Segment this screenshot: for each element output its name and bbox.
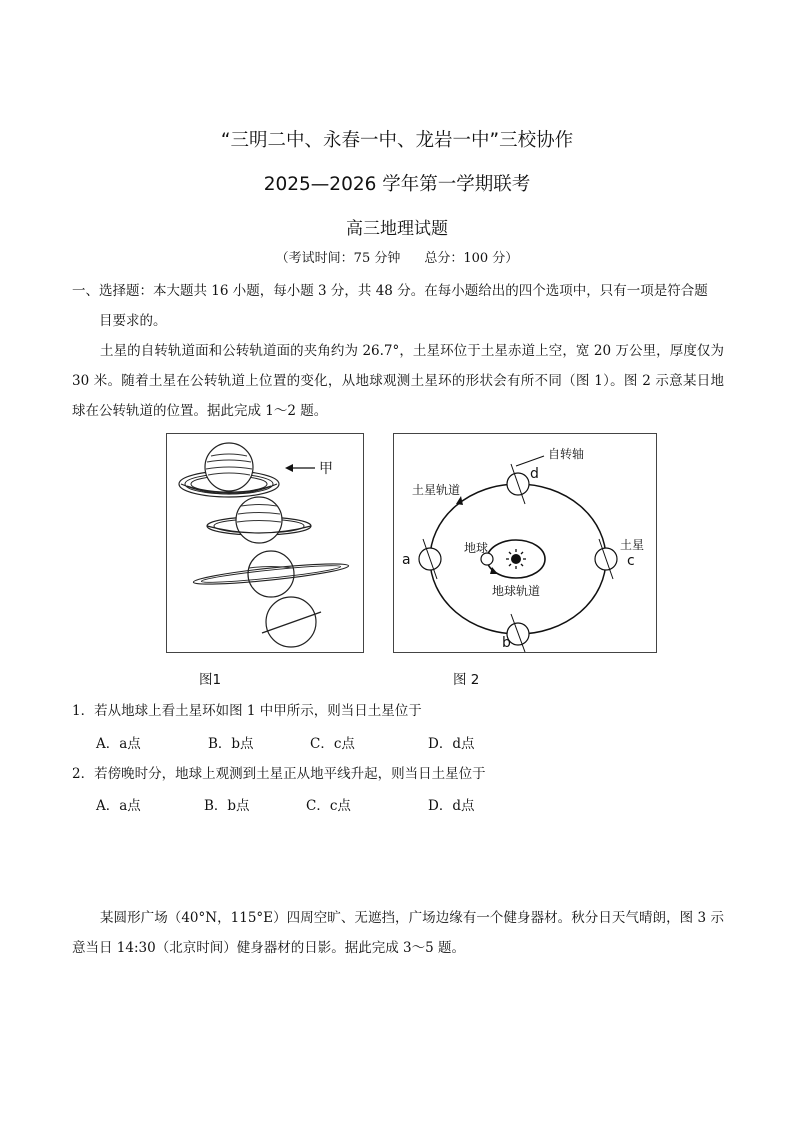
question-1-option-b[interactable]: B．b点 [208, 736, 254, 752]
figure-1-caption: 图1 [199, 672, 222, 688]
saturn-view-3 [193, 551, 349, 597]
question-2-option-d[interactable]: D．d点 [428, 798, 475, 814]
label-a: a [402, 552, 411, 568]
label-saturn: 土星 [620, 538, 645, 552]
saturn-position-a [419, 539, 441, 579]
label-earth: 地球 [464, 541, 489, 555]
question-2-option-b[interactable]: B．b点 [204, 798, 250, 814]
saturn-view-2 [207, 497, 311, 543]
sun-icon [506, 549, 526, 569]
label-d: d [530, 466, 539, 482]
question-stem-3-5: 某圆形广场（40°N，115°E）四周空旷、无遮挡，广场边缘有一个健身器材。秋分日天气晴朗，图 3 示意当日 14:30（北京时间）健身器材的日影。据此完成 3～5 题。 [72, 910, 724, 956]
section-heading-line1: 一、选择题：本大题共 16 小题，每小题 3 分，共 48 分。在每小题给出的四个选项中，只有一项是符合题 [72, 283, 708, 299]
exam-time: （考试时间：75 分钟 [275, 251, 401, 266]
figure-1-drawing [167, 434, 363, 652]
label-c: c [627, 553, 635, 569]
label-jia: 甲 [319, 461, 333, 477]
exam-total-score: 总分：100 分） [424, 251, 519, 266]
figure-2-drawing [394, 434, 656, 652]
question-1-option-a[interactable]: A．a点 [96, 736, 141, 752]
saturn-view-4 [262, 597, 321, 647]
question-stem-1-2: 土星的自转轨道面和公转轨道面的夹角约为 26.7°，土星环位于土星赤道上空，宽 20 万公里，厚度仅为 30 米。随着土星在公转轨道上位置的变化，从地球观测土星环的形状会有所不同（图 1）。图 2 示意某日地球在公转轨道的位置。据此完成 1～2 题。 [72, 343, 724, 419]
saturn-orbit-arrow [456, 496, 463, 505]
exam-title-schools: “三明二中、永春一中、龙岩一中”三校协作 [220, 130, 574, 151]
figure-1-saturn-rings [166, 433, 364, 653]
exam-info [0, 247, 794, 266]
figure-2-caption: 图 2 [453, 672, 480, 688]
axis-pointer-line [516, 456, 544, 466]
question-2-option-c[interactable]: C．c点 [306, 798, 351, 814]
saturn-view-1 [179, 443, 279, 497]
section-heading-line2: 目要求的。 [99, 313, 167, 329]
question-1-option-d[interactable]: D．d点 [428, 736, 475, 752]
exam-title-term: 2025—2026 学年第一学期联考 [263, 174, 531, 195]
label-earth-orbit: 地球轨道 [492, 584, 541, 598]
label-saturn-orbit: 土星轨道 [412, 483, 461, 497]
question-1-option-c[interactable]: C．c点 [310, 736, 355, 752]
question-2-stem: 2．若傍晚时分，地球上观测到土星正从地平线升起，则当日土星位于 [72, 766, 486, 782]
question-1-stem: 1．若从地球上看土星环如图 1 中甲所示，则当日土星位于 [72, 703, 422, 719]
saturn-position-c [595, 539, 617, 579]
question-2-option-a[interactable]: A．a点 [96, 798, 141, 814]
label-b: b [502, 635, 511, 651]
figure-2-orbits [393, 433, 657, 653]
exam-title-subject: 高三地理试题 [346, 219, 448, 239]
label-rotation-axis: 自转轴 [548, 447, 585, 461]
section-heading [72, 276, 724, 336]
label-jia-arrow [285, 464, 315, 472]
saturn-position-d [507, 464, 529, 504]
